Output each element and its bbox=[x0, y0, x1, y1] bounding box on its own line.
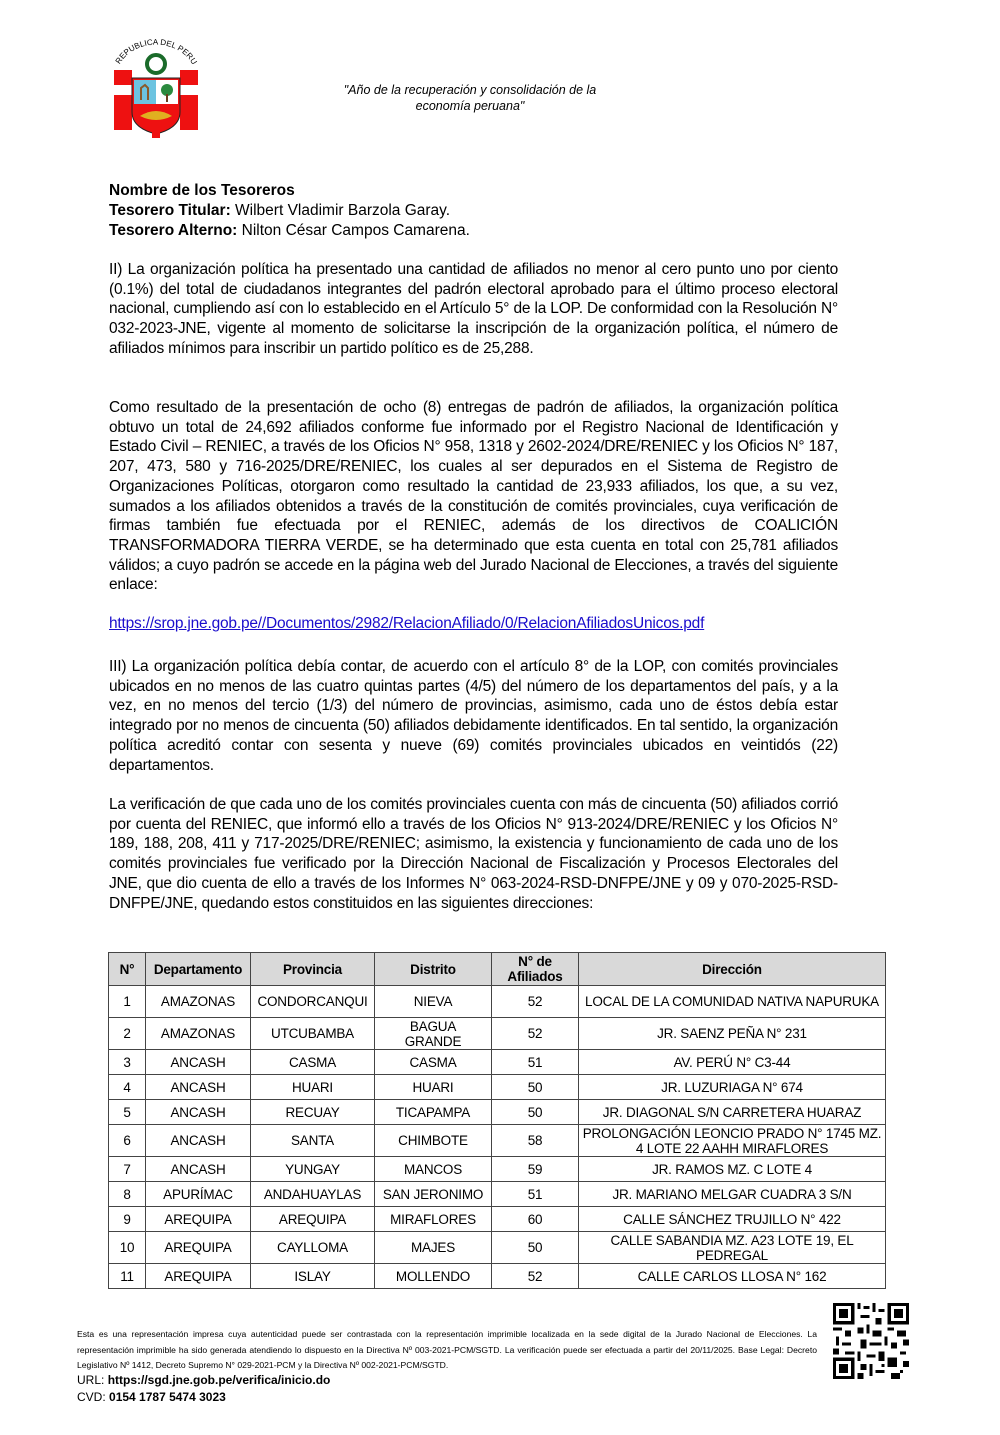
cell-province: RECUAY bbox=[251, 1100, 375, 1125]
cell-address: JR. RAMOS MZ. C LOTE 4 bbox=[579, 1157, 886, 1182]
col-affiliates: N° de Afiliados bbox=[492, 953, 579, 986]
cell-affiliates: 58 bbox=[492, 1125, 579, 1157]
cell-district: MANCOS bbox=[375, 1157, 492, 1182]
table-row bbox=[109, 1232, 886, 1264]
motto-line-2: economía peruana" bbox=[415, 99, 525, 113]
paragraph-committees-requirement: III) La organización política debía contar, de acuerdo con el artículo 8° de la LOP, con comités provinciales ubicados en no menos de las cuatro quintas partes (4/5) del número de los departamentos del país, y a la vez, en no menos del tercio (1/3) del número de provincias, asimismo, cada uno de éstos debía estar integrado por no menos de cincuenta (50) afiliados debidamente identificados. En tal sentido, la organización política acreditó contar con sesenta y nueve (69) comités provinciales ubicados en veintidós (22) departamentos. bbox=[109, 658, 838, 774]
year-motto bbox=[320, 82, 620, 114]
col-district: Distrito bbox=[375, 953, 492, 986]
cell-district: NIEVA bbox=[375, 986, 492, 1018]
table-row bbox=[109, 1264, 886, 1289]
cell-affiliates: 52 bbox=[492, 986, 579, 1018]
cell-number: 3 bbox=[109, 1050, 146, 1075]
cell-address: CALLE SÁNCHEZ TRUJILLO N° 422 bbox=[579, 1207, 886, 1232]
cell-province: ISLAY bbox=[251, 1264, 375, 1289]
cell-district: CASMA bbox=[375, 1050, 492, 1075]
cell-number: 7 bbox=[109, 1157, 146, 1182]
url-label: URL: bbox=[77, 1373, 108, 1387]
cvd-label: CVD: bbox=[77, 1390, 110, 1404]
cvd-value: 0154 1787 5474 3023 bbox=[109, 1390, 226, 1404]
cell-department: ANCASH bbox=[146, 1050, 251, 1075]
cell-district: BAGUA GRANDE bbox=[375, 1018, 492, 1050]
col-province: Provincia bbox=[251, 953, 375, 986]
authenticity-notice: Esta es una representación impresa cuya autenticidad puede ser contrastada con la representación imprimible localizada en la sede digital de la Jurado Nacional de Elecciones. La representación imprimible ha sido generada atendiendo lo dispuesto en la Directiva Nº 003-2021-PCM/SGTD. La verificación puede ser efectuada a partir del 20/11/2025. Base Legal: Decreto Legislativo Nº 1412, Decreto Supremo N° 029-2021-PCM y la Directiva Nº 002-2021-PCM/SGTD. bbox=[77, 1329, 817, 1371]
cell-department: APURÍMAC bbox=[146, 1182, 251, 1207]
cell-number: 8 bbox=[109, 1182, 146, 1207]
cell-affiliates: 59 bbox=[492, 1157, 579, 1182]
affiliates-list-link[interactable]: https://srop.jne.gob.pe//Documentos/2982/RelacionAfiliado/0/RelacionAfiliadosUnicos.pdf bbox=[109, 615, 705, 632]
cell-affiliates: 52 bbox=[492, 1264, 579, 1289]
table-row bbox=[109, 1157, 886, 1182]
cell-affiliates: 50 bbox=[492, 1100, 579, 1125]
treasurers-title: Nombre de los Tesoreros bbox=[109, 182, 295, 199]
cell-district: MAJES bbox=[375, 1232, 492, 1264]
cell-province: ANDAHUAYLAS bbox=[251, 1182, 375, 1207]
cell-department: AMAZONAS bbox=[146, 1018, 251, 1050]
cell-address: CALLE CARLOS LLOSA N° 162 bbox=[579, 1264, 886, 1289]
table-row bbox=[109, 1207, 886, 1232]
table-row bbox=[109, 1100, 886, 1125]
cell-department: AREQUIPA bbox=[146, 1232, 251, 1264]
cell-affiliates: 52 bbox=[492, 1018, 579, 1050]
cell-number: 11 bbox=[109, 1264, 146, 1289]
cell-district: TICAPAMPA bbox=[375, 1100, 492, 1125]
cell-address: JR. MARIANO MELGAR CUADRA 3 S/N bbox=[579, 1182, 886, 1207]
committees-table bbox=[108, 952, 886, 1289]
alterno-name: Nilton César Campos Camarena. bbox=[237, 222, 470, 239]
cell-number: 10 bbox=[109, 1232, 146, 1264]
svg-text:REPUBLICA DEL PERU bbox=[114, 38, 199, 67]
verification-url bbox=[77, 1372, 330, 1388]
cell-number: 5 bbox=[109, 1100, 146, 1125]
qr-code-icon bbox=[833, 1303, 909, 1379]
cell-affiliates: 51 bbox=[492, 1182, 579, 1207]
table-row bbox=[109, 986, 886, 1018]
cell-district: MOLLENDO bbox=[375, 1264, 492, 1289]
cell-department: AREQUIPA bbox=[146, 1264, 251, 1289]
motto-line-1: "Año de la recuperación y consolidación de la bbox=[343, 83, 597, 97]
cell-department: ANCASH bbox=[146, 1157, 251, 1182]
cell-province: YUNGAY bbox=[251, 1157, 375, 1182]
cell-department: AMAZONAS bbox=[146, 986, 251, 1018]
table-row bbox=[109, 1075, 886, 1100]
cell-number: 1 bbox=[109, 986, 146, 1018]
table-row bbox=[109, 1018, 886, 1050]
cell-district: HUARI bbox=[375, 1075, 492, 1100]
col-number: N° bbox=[109, 953, 146, 986]
table-row bbox=[109, 1050, 886, 1075]
peru-coat-of-arms-icon bbox=[108, 30, 204, 140]
cell-address: LOCAL DE LA COMUNIDAD NATIVA NAPURUKA bbox=[579, 986, 886, 1018]
table-header-row bbox=[109, 953, 886, 986]
cell-address: CALLE SABANDIA MZ. A23 LOTE 19, EL PEDREGAL bbox=[579, 1232, 886, 1264]
cell-district: MIRAFLORES bbox=[375, 1207, 492, 1232]
table-row bbox=[109, 1182, 886, 1207]
titular-name: Wilbert Vladimir Barzola Garay. bbox=[230, 202, 451, 219]
cell-department: ANCASH bbox=[146, 1100, 251, 1125]
col-department: Departamento bbox=[146, 953, 251, 986]
titular-label: Tesorero Titular: bbox=[109, 202, 231, 219]
cvd-code bbox=[77, 1389, 226, 1405]
cell-address: JR. SAENZ PEÑA N° 231 bbox=[579, 1018, 886, 1050]
alterno-label: Tesorero Alterno: bbox=[109, 222, 238, 239]
paragraph-affiliates-minimum: II) La organización política ha presentado una cantidad de afiliados no menor al cero punto uno por ciento (0.1%) del total de ciudadanos integrantes del padrón electoral aprobado para el último proceso electoral nacional, cumpliendo así con lo establecido en el Artículo 5° de la LOP. De conformidad con la Resolución N° 032-2023-JNE, vigente al momento de solicitarse la inscripción de la organización política, el número de afiliados mínimos para inscribir un partido político es de 25,288. bbox=[109, 261, 838, 357]
col-address: Dirección bbox=[579, 953, 886, 986]
cell-address: AV. PERÚ N° C3-44 bbox=[579, 1050, 886, 1075]
cell-department: ANCASH bbox=[146, 1075, 251, 1100]
cell-district: SAN JERONIMO bbox=[375, 1182, 492, 1207]
cell-affiliates: 50 bbox=[492, 1075, 579, 1100]
cell-affiliates: 51 bbox=[492, 1050, 579, 1075]
paragraph-affiliates-result: Como resultado de la presentación de ocho (8) entregas de padrón de afiliados, la organización política obtuvo un total de 24,692 afiliados conforme fue informado por el Registro Nacional de Identificación y Estado Civil – RENIEC, a través de los Oficios N° 958, 1318 y 2602-2024/DRE/RENIEC y los Oficios N° 187, 207, 473, 580 y 716-2025/DRE/RENIEC, los cuales al ser depurados en el Sistema de Registro de Organizaciones Políticas, otorgaron como resultado la cantidad de 23,933 afiliados, los que, a su vez, sumados a los afiliados obtenidos a través de la constitución de comités provinciales, cuya verificación de firmas también fue efectuada por el RENIEC, además de los directivos de COALICIÓN TRANSFORMADORA TIERRA VERDE, se ha determinado que esta cuenta en total con 25,781 afiliados válidos; a cuyo padrón se accede en la página web del Jurado Nacional de Elecciones, a través del siguiente enlace: bbox=[109, 399, 838, 594]
url-value[interactable]: https://sgd.jne.gob.pe/verifica/inicio.do bbox=[107, 1373, 331, 1387]
cell-affiliates: 60 bbox=[492, 1207, 579, 1232]
cell-number: 9 bbox=[109, 1207, 146, 1232]
cell-province: CAYLLOMA bbox=[251, 1232, 375, 1264]
cell-address: PROLONGACIÓN LEONCIO PRADO N° 1745 MZ. 4 LOTE 22 AAHH MIRAFLORES bbox=[579, 1125, 886, 1157]
crest-label: REPUBLICA DEL PERU bbox=[113, 37, 199, 67]
cell-province: HUARI bbox=[251, 1075, 375, 1100]
cell-province: SANTA bbox=[251, 1125, 375, 1157]
cell-province: CONDORCANQUI bbox=[251, 986, 375, 1018]
table-row bbox=[109, 1125, 886, 1157]
cell-address: JR. LUZURIAGA N° 674 bbox=[579, 1075, 886, 1100]
cell-province: CASMA bbox=[251, 1050, 375, 1075]
cell-number: 2 bbox=[109, 1018, 146, 1050]
cell-province: AREQUIPA bbox=[251, 1207, 375, 1232]
cell-department: ANCASH bbox=[146, 1125, 251, 1157]
cell-number: 6 bbox=[109, 1125, 146, 1157]
cell-district: CHIMBOTE bbox=[375, 1125, 492, 1157]
treasurers-section bbox=[109, 181, 839, 241]
paragraph-committees-verification: La verificación de que cada uno de los comités provinciales cuenta con más de cincuenta (50) afiliados corrió por cuenta del RENIEC, que informó ello a través de los Oficios N° 913-2024/DRE/RENIEC y los Oficios N° 189, 188, 208, 411 y 717-2025/DRE/RENIEC; asimismo, la existencia y funcionamiento de cada uno de los comités provinciales fue verificado por la Dirección Nacional de Fiscalización y Procesos Electorales del JNE, que dio cuenta de ello a través de los Informes N° 063-2024-RSD-DNFPE/JNE y 09 y 070-2025-RSD-DNFPE/JNE, quedando estos constituidos en las siguientes direcciones: bbox=[109, 796, 838, 912]
cell-province: UTCUBAMBA bbox=[251, 1018, 375, 1050]
cell-affiliates: 50 bbox=[492, 1232, 579, 1264]
cell-department: AREQUIPA bbox=[146, 1207, 251, 1232]
cell-address: JR. DIAGONAL S/N CARRETERA HUARAZ bbox=[579, 1100, 886, 1125]
cell-number: 4 bbox=[109, 1075, 146, 1100]
